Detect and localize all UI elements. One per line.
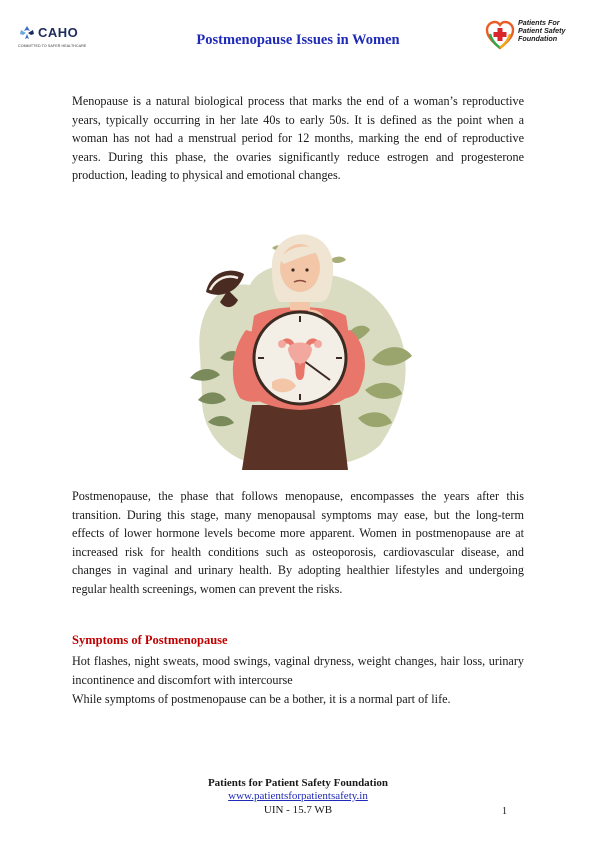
postmenopause-paragraph: Postmenopause, the phase that follows menopause, encompasses the years after this transition. During this stage, many menopausal symptoms may ease, but the long-term effects of lower hormone levels become more apparent. Women in postmenopause are at increased risk for health conditions such as osteoporosis, cardiovascular disease, and changes in vaginal and urinary health. By adopting healthier lifestyles and undergoing regular health screenings, women can prevent the risks.: [72, 489, 524, 596]
menopause-woman-illustration: [180, 230, 420, 470]
ppsf-logo-line1: Patients For: [518, 18, 560, 27]
ppsf-logo-text: [518, 19, 566, 44]
ppsf-logo-line3: Foundation: [518, 34, 558, 44]
page-header: [0, 0, 596, 70]
symptoms-heading: Symptoms of Postmenopause: [72, 633, 228, 647]
ppsf-logo: [485, 18, 585, 54]
page-number: 1: [502, 806, 507, 817]
page-title: Postmenopause Issues in Women: [196, 32, 400, 48]
footer-organization: Patients for Patient Safety Foundation: [207, 777, 389, 789]
heart-cross-icon: [485, 18, 515, 52]
menopause-paragraph: Menopause is a natural biological process that marks the end of a woman’s reproductive years, typically occurring in her late 40s to early 50s. It is defined as the point when a woman has not had a menstrual period for 12 months, marking the end of reproductive years. During this phase, the ovaries significantly reduce estrogen and progesterone production, leading to physical and emotional changes.: [72, 94, 524, 182]
footer-uin: UIN - 15.7 WB: [263, 804, 333, 816]
ppsf-logo-line2: Patient Safety: [518, 26, 566, 36]
symptoms-list: Hot flashes, night sweats, mood swings, vaginal dryness, weight changes, hair loss, urinary incontinence and discomfort with intercourse: [72, 654, 524, 687]
normal-part-of-life-note: While symptoms of postmenopause can be a bother, it is a normal part of life.: [72, 692, 451, 706]
caho-logo-text: CAHO: [38, 25, 79, 40]
footer-website-link[interactable]: www.patientsforpatientsafety.in: [228, 790, 368, 802]
caho-logo-tagline: COMMITTED TO SAFER HEALTHCARE: [18, 44, 87, 48]
